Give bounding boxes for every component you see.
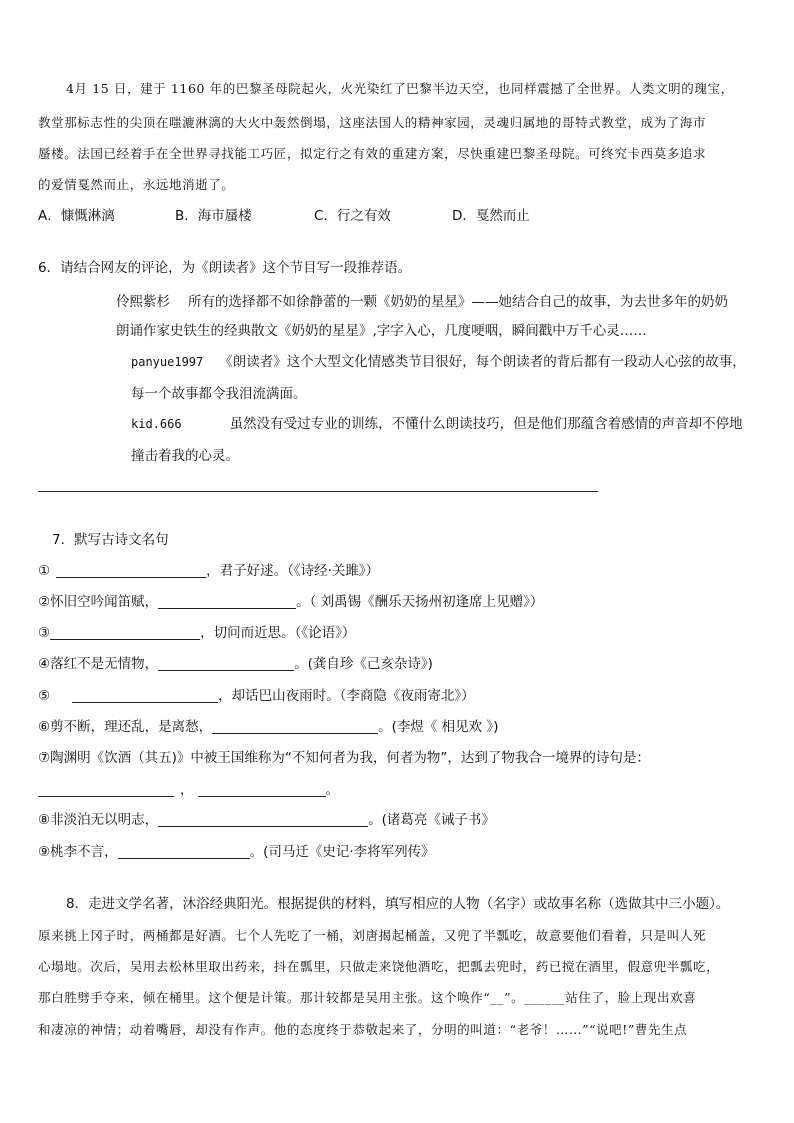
comment-text: 《朗读者》这个大型文化情感类节目很好，每个朗读者的背后都有一段动人心弦的故事， bbox=[219, 354, 746, 370]
comment-3 bbox=[131, 414, 743, 434]
fill-prefix: ⑨桃李不言， bbox=[38, 844, 118, 860]
fill-item bbox=[38, 842, 435, 862]
fill-prefix: ⑧非淡泊无以明志， bbox=[38, 812, 159, 828]
fill-item bbox=[38, 686, 475, 706]
comment-user: kid.666 bbox=[131, 417, 182, 431]
comment-text: 每一个故事都令我泪流满面。 bbox=[131, 386, 307, 402]
fill-source: 。(司马迁《史记·李将军列传》 bbox=[249, 844, 435, 860]
fill-item-7-prompt: ⑦陶渊明《饮酒（其五)》中被王国维称为“不知何者为我，何者为物”，达到了物我合一境界的诗句是： bbox=[38, 750, 650, 766]
fill-blank[interactable] bbox=[118, 844, 250, 859]
fill-blank[interactable] bbox=[56, 563, 206, 578]
fill-prefix: ②怀旧空吟闻笛赋， bbox=[38, 594, 159, 610]
fill-item bbox=[38, 810, 495, 830]
comment-user: panyue1997 bbox=[131, 355, 204, 369]
fill-source: （李商隐《夜雨寄北》） bbox=[339, 688, 475, 704]
fill-text: ，切问而近思。 bbox=[200, 625, 295, 641]
comment-text: 虽然没有受过专业的训练，不懂什么朗读技巧，但是他们那蕴含着感情的声音却不停地 bbox=[229, 416, 743, 432]
fill-source: （ 刘禹锡《酬乐天扬州初逢席上见赠》） bbox=[309, 594, 544, 610]
fill-blank[interactable] bbox=[158, 594, 296, 609]
fill-text: 。 bbox=[378, 719, 392, 735]
question-8-title: 8．走进文学名著，沐浴经典阳光。根据提供的材料，填写相应的人物（名字）或故事名称（选做其中三小题）。 bbox=[66, 896, 730, 912]
fill-text: ，却话巴山夜雨时。 bbox=[218, 688, 340, 704]
fill-prefix: ⑥剪不断，理还乱，是离愁， bbox=[38, 719, 213, 735]
fill-source: （《论语》） bbox=[294, 625, 356, 641]
question-7-title: 7．默写古诗文名句 bbox=[52, 532, 169, 548]
fill-text: ， bbox=[180, 782, 194, 798]
fill-source: （《诗经·关雎》） bbox=[287, 563, 380, 579]
answer-line[interactable] bbox=[38, 491, 598, 492]
fill-prefix: ④落红不是无情物， bbox=[38, 656, 159, 672]
comment-text: 撞击着我的心灵。 bbox=[131, 448, 239, 464]
option-c[interactable]: C．行之有效 bbox=[314, 208, 391, 224]
fill-text: 。 bbox=[294, 656, 308, 672]
fill-blank[interactable] bbox=[72, 688, 218, 703]
passage-line: 4月 15 日，建于 1160 年的巴黎圣母院起火，火光染红了巴黎半边天空，也同样震撼了全世界。人类文明的瑰宝， bbox=[66, 81, 734, 96]
option-d[interactable]: D．戛然而止 bbox=[452, 208, 530, 224]
question-6-title: 6．请结合网友的评论，为《朗读者》这个节目写一段推荐语。 bbox=[38, 260, 412, 276]
comment-user: 伶熙紫杉 bbox=[116, 294, 170, 310]
fill-blank[interactable] bbox=[212, 719, 378, 734]
passage-line: 心塌地。次后，吴用去松林里取出药来，抖在瓢里，只做走来饶他酒吃，把瓢去兜时，药已搅在酒里，假意兜半瓢吃， bbox=[38, 959, 720, 974]
comment-text: 朗诵作家史铁生的经典散文《奶奶的星星》,字字入心，几度哽咽，瞬间戳中万千心灵…… bbox=[116, 323, 647, 339]
fill-prefix: ⑤ bbox=[38, 688, 51, 704]
fill-item bbox=[38, 623, 355, 643]
fill-blank[interactable] bbox=[158, 656, 294, 671]
fill-blank[interactable] bbox=[198, 782, 326, 797]
passage-line: 教堂那标志性的尖顶在嗤漉淋漓的大火中轰然倒塌，这座法国人的精神家园，灵魂归属地的哥特式教堂，成为了海市 bbox=[38, 115, 707, 130]
fill-item bbox=[38, 717, 498, 737]
fill-prefix: ① bbox=[38, 563, 51, 579]
comment-2 bbox=[131, 352, 746, 372]
comment-text: 所有的选择都不如徐静蕾的一颗《奶奶的星星》——她结合自己的故事，为去世多年的奶奶 bbox=[188, 294, 728, 310]
fill-item bbox=[38, 592, 543, 612]
fill-item bbox=[38, 561, 379, 581]
fill-text: 。 bbox=[296, 594, 310, 610]
passage-line: 的爱情戛然而止，永远地消逝了。 bbox=[38, 177, 235, 192]
fill-blank[interactable] bbox=[50, 625, 200, 640]
passage-line: 那白胜劈手夺来，倾在桶里。这个便是计策。那计较都是吴用主张。这个唤作“__”。______站住了，脸上现出欢喜 bbox=[38, 990, 697, 1005]
fill-item bbox=[38, 780, 339, 800]
fill-prefix: ③ bbox=[38, 625, 51, 641]
passage-line: 和凄凉的神情；动着嘴唇，却没有作声。他的态度终于恭敬起来了，分明的叫道：“老爷！……”“说吧!”曹先生点 bbox=[38, 1022, 688, 1037]
passage-line: 蜃楼。法国已经着手在全世界寻找能工巧匠，拟定行之有效的重建方案，尽快重建巴黎圣母院。可终究卡西莫多追求 bbox=[38, 146, 707, 161]
fill-item bbox=[38, 654, 433, 674]
passage-line: 原来挑上冈子时，两桶都是好酒。七个人先吃了一桶，刘唐揭起桶盖，又兜了半瓢吃，故意要他们看着，只是叫人死 bbox=[38, 928, 707, 943]
fill-source: 。(诸葛亮《诫子书》 bbox=[368, 812, 495, 828]
fill-source: (李煜《 相见欢 》) bbox=[391, 719, 499, 735]
fill-text: 。 bbox=[325, 782, 339, 798]
comment-1 bbox=[116, 292, 728, 312]
option-a[interactable]: A．慷慨淋漓 bbox=[38, 208, 115, 224]
option-b[interactable]: B．海市蜃楼 bbox=[175, 208, 252, 224]
fill-source: (龚自珍《己亥杂诗》) bbox=[307, 656, 433, 672]
fill-blank[interactable] bbox=[158, 812, 368, 827]
fill-blank[interactable] bbox=[38, 782, 174, 797]
fill-text: ，君子好逑。 bbox=[206, 563, 288, 579]
